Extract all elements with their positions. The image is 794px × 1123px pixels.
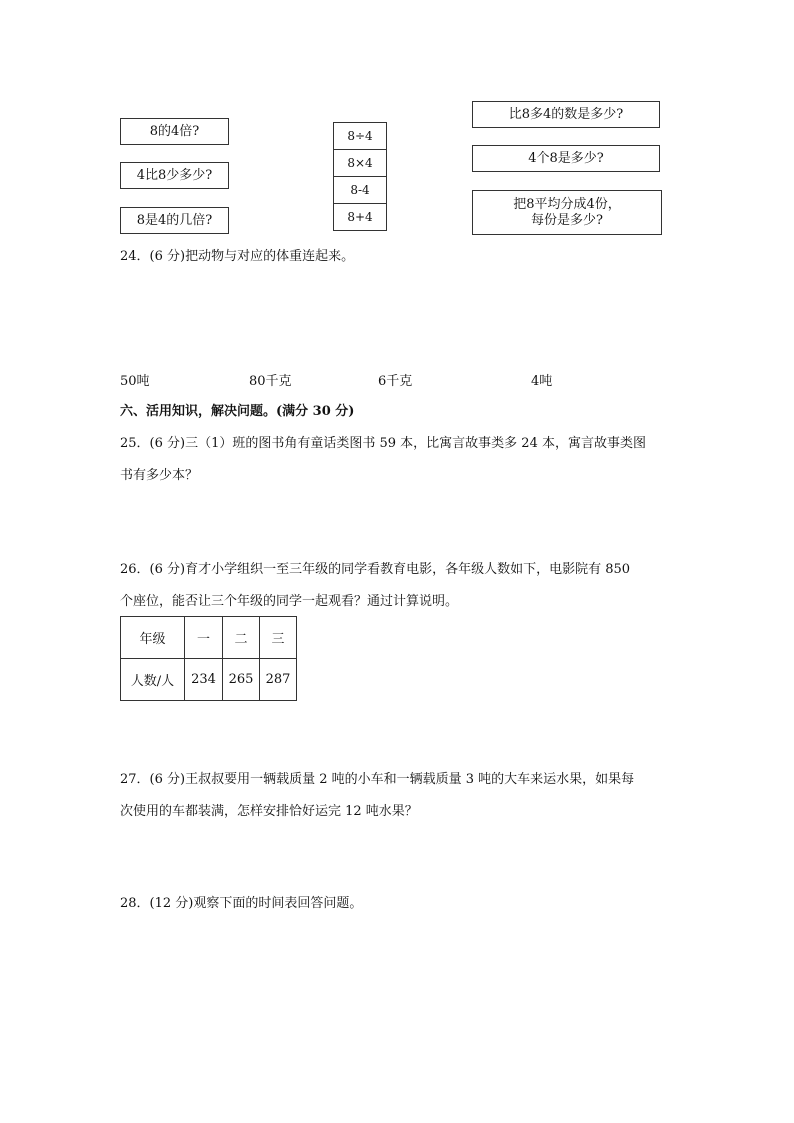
match-left-2 [120,162,229,189]
question-25 [120,428,680,492]
match-right-2 [472,145,660,172]
question-25-line2: 书有多少本？ [120,468,199,483]
grade-header-2: 二 [223,617,260,659]
match-right-3-line1: 把8平均分成4份， [513,196,621,212]
weight-option-4: 4吨 [531,374,553,389]
grade-header-3: 三 [260,617,297,659]
weight-option-1: 50吨 [120,374,150,389]
question-26-line1: 26．(6 分)育才小学组织一至三年级的同学看教育电影，各年级人数如下，电影院有 850 [120,562,631,577]
match-middle-4: 8+4 [347,210,373,224]
weight-option-3: 6千克 [378,374,413,389]
grade-header-label: 年级 [121,617,185,659]
match-right-3-line2: 每份是多少? [531,212,603,228]
weight-option-2: 80千克 [249,374,292,389]
grade-header-1: 一 [185,617,223,659]
match-left-3 [120,207,229,234]
question-26-line2: 个座位，能否让三个年级的同学一起观看？通过计算说明。 [120,594,459,609]
question-27-line1: 27．(6 分)王叔叔要用一辆载质量 2 吨的小车和一辆载质量 3 吨的大车来运水果，如果每 [120,772,635,787]
grade-table-data-row [121,659,297,701]
question-28: 28．(12 分)观察下面的时间表回答问题。 [120,896,363,911]
question-26 [120,554,680,618]
match-right-1 [472,101,660,128]
match-middle-2: 8×4 [334,150,386,177]
match-left-1 [120,118,229,145]
grade-table [120,616,297,701]
grade-count-3: 287 [260,659,297,701]
match-right-2-label: 4个8是多少? [528,150,604,166]
match-right-1-label: 比8多4的数是多少? [508,106,624,122]
match-right-3 [472,190,662,235]
match-left-2-label: 4比8少多少? [136,167,213,183]
question-25-line1: 25．(6 分)三（1）班的图书角有童话类图书 59 本，比寓言故事类多 24 本，寓言故事类图 [120,436,646,451]
section-heading: 六、活用知识，解决问题。(满分 30 分) [120,404,355,419]
question-27-line2: 次使用的车都装满，怎样安排恰好运完 12 吨水果？ [120,804,418,819]
match-middle-column [333,122,387,231]
question-24: 24．(6 分)把动物与对应的体重连起来。 [120,249,355,264]
grade-count-2: 265 [223,659,260,701]
grade-count-1: 234 [185,659,223,701]
match-left-1-label: 8的4倍? [149,123,200,139]
match-middle-3: 8-4 [334,177,386,204]
match-left-3-label: 8是4的几倍? [136,212,213,228]
grade-row-label: 人数/人 [121,659,185,701]
match-middle-1: 8÷4 [334,123,386,150]
grade-table-header-row [121,617,297,659]
question-27 [120,764,680,828]
